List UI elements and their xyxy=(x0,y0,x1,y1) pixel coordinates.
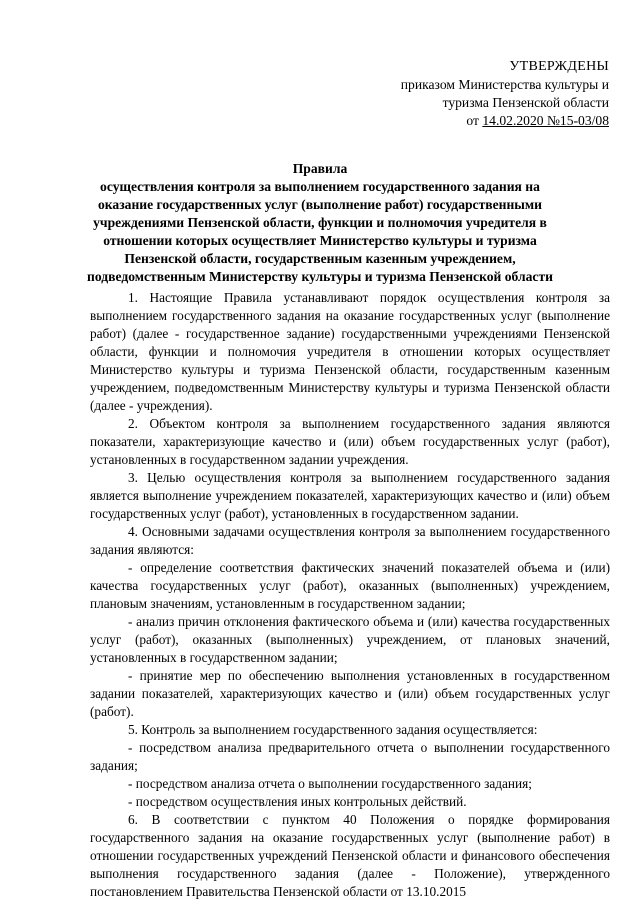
paragraph-5-item-1: - посредством анализа предварительного отчета о выполнении государственного задания; xyxy=(90,740,610,773)
paragraph-2: 2. Объектом контроля за выполнением государственного задания являются показатели, характеризующие качество и (или) объем государственных услуг (работ), установленных в государственном задании учреждения. xyxy=(90,416,610,467)
approval-date-prefix: от xyxy=(466,113,483,128)
document-title xyxy=(80,160,560,286)
approval-date-number: 14.02.2020 №15-03/08 xyxy=(482,113,609,128)
approval-heading: УТВЕРЖДЕНЫ xyxy=(509,59,609,74)
paragraph-3: 3. Целью осуществления контроля за выполнением государственного задания является выполнение учреждением показателей, характеризующих качество и (или) объем государственных услуг (работ), установленных в государственном задании. xyxy=(90,470,610,521)
paragraph-4-item-2: - анализ причин отклонения фактического объема и (или) качества государственных услуг (работ), оказанных (выполненных) учреждением, от плановых значений, установленных в государственном задании; xyxy=(90,614,610,665)
approval-line-3 xyxy=(401,112,609,130)
paragraph-5-item-3: - посредством осуществления иных контрольных действий. xyxy=(128,794,467,809)
approval-line-1: приказом Министерства культуры и xyxy=(400,77,609,92)
document-title-subject: осуществления контроля за выполнением государственного задания на оказание государственных услуг (выполнение работ) государственными учреждениями Пензенской области, функции и полномочия учредителя в отношении которых осуществляет Министерство культуры и туризма Пензенской области, государственным казенным учреждением, подведомственным Министерству культуры и туризма Пензенской области xyxy=(87,179,553,284)
paragraph-4-item-1: - определение соответствия фактических значений показателей объема и (или) качества государственных услуг (работ), оказанных (выполненных) учреждением, плановым значениям, установленным в государственном задании; xyxy=(90,560,610,611)
document-title-heading: Правила xyxy=(292,161,348,176)
approval-block xyxy=(401,58,609,130)
approval-line-2: туризма Пензенской области xyxy=(442,95,609,110)
paragraph-5: 5. Контроль за выполнением государственного задания осуществляется: xyxy=(128,722,538,737)
document-body xyxy=(90,289,610,901)
paragraph-4-item-3: - принятие мер по обеспечению выполнения установленных в государственном задании показателей, характеризующих качество и (или) объем государственных услуг (работ). xyxy=(90,668,610,719)
paragraph-5-item-2: - посредством анализа отчета о выполнении государственного задания; xyxy=(128,776,532,791)
paragraph-4: 4. Основными задачами осуществления контроля за выполнением государственного задания являются: xyxy=(90,524,610,557)
paragraph-1: 1. Настоящие Правила устанавливают порядок осуществления контроля за выполнением государственного задания на оказание государственных услуг (выполнение работ) (далее - государственное задание) государственными учреждениями Пензенской области, функции и полномочия учредителя в отношении которых осуществляет Министерство культуры и туризма Пензенской области, государственным казенным учреждением, подведомственным Министерству культуры и туризма Пензенской области (далее - учреждения). xyxy=(90,290,610,413)
paragraph-6: 6. В соответствии с пунктом 40 Положения о порядке формирования государственного задания на оказание государственных услуг (выполнение работ) в отношении государственных учреждений Пензенской области и финансового обеспечения выполнения государственного задания (далее - Положение), утвержденного постановлением Правительства Пензенской области от 13.10.2015 xyxy=(90,812,610,899)
